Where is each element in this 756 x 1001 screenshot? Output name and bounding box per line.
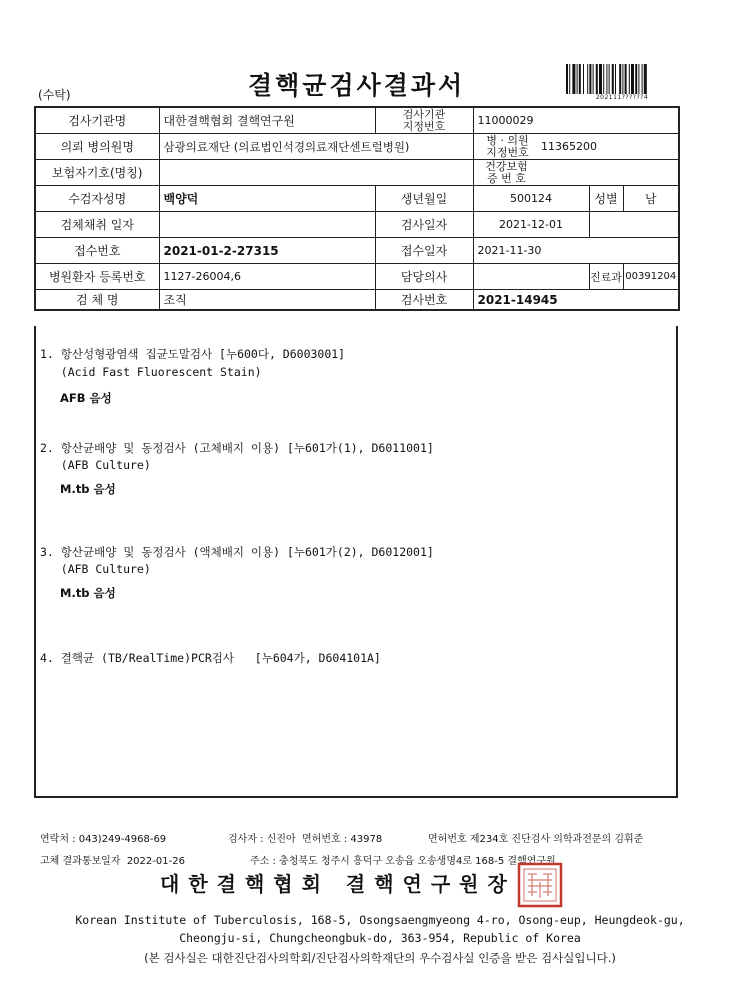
test-item-3-subtitle: (AFB Culture) [40,562,151,576]
exam-date: 2021-12-01 [473,212,589,238]
value-cell [159,212,375,238]
test-item-4-title: 4. 결핵균 (TB/RealTime)PCR검사 [누604가, D604101A] [40,651,381,665]
label-cell: 생년월일 [375,186,473,212]
value-cell [159,160,473,186]
exam-number: 2021-14945 [473,290,679,311]
patient-info-table [34,106,680,311]
label-cell: 보험자기호(명칭) [35,160,159,186]
label-cell: 진료과 [589,264,623,290]
table-row [35,160,679,186]
table-row [35,134,679,160]
test-item-2-subtitle: (AFB Culture) [40,458,151,472]
results-section [34,326,678,798]
label-cell: 검사번호 [375,290,473,311]
value-cell: 11000029 [473,107,679,134]
test-item-2-title: 2. 항산균배양 및 동정검사 (고체배지 이용) [누601가(1), D6011001] [40,441,434,455]
barcode-number: 202111??????4 [595,94,649,101]
receipt-date: 2021-11-30 [473,238,679,264]
label-cell: 접수일자 [375,238,473,264]
value-cell: 삼광의료재단 (의료법인석경의료재단센트럴병원) [159,134,473,160]
table-row [35,238,679,264]
label-cell: 성별 [589,186,623,212]
address: 주소 : 충청북도 청주시 흥덕구 오송읍 오송생명4로 168-5 결핵연구원 [250,856,556,867]
english-address-line-1: Korean Institute of Tuberculosis, 168-5, Osongsaengmyeong 4-ro, Osong-eup, Heungdeok-gu, [75,913,685,927]
value-cell [473,134,679,160]
test-item-3-title: 3. 항산균배양 및 동정검사 (액체배지 이용) [누601가(2), D6012001] [40,545,434,559]
examiner-info: 검사자 : 신진아 면허번호 : 43978 [228,834,383,845]
value-cell: 대한결핵협회 결핵연구원 [159,107,375,134]
report-date: 고체 결과통보일자 2022-01-26 [40,856,185,867]
value-cell [473,160,679,186]
label-cell: 검사일자 [375,212,473,238]
test-item-1-subtitle: (Acid Fast Fluorescent Stain) [40,365,262,379]
label-cell: 담당의사 [375,264,473,290]
specimen-name: 조직 [159,290,375,311]
test-item-2-result: M.tb 음성 [60,482,116,496]
label-cell: 검사기관명 [35,107,159,134]
department-code: 00391204 [623,264,679,290]
value-cell [589,212,679,238]
label-cell: 검 체 명 [35,290,159,311]
consignment-label: (수탁) [38,88,71,102]
table-row [35,107,679,134]
contact-info: 연락처 : 043)249-4968-69 [40,834,167,845]
specialist-info: 면허번호 제234호 진단검사 의학과전문의 김휘준 [428,834,644,845]
table-row [35,290,679,311]
label-cell: 접수번호 [35,238,159,264]
test-item-3-result: M.tb 음성 [60,586,116,600]
table-row [35,212,679,238]
label-cell: 수검자성명 [35,186,159,212]
receipt-number: 2021-01-2-27315 [159,238,375,264]
table-row [35,264,679,290]
barcode [566,64,678,94]
label-cell: 건강보험 증 번 호 [485,159,528,185]
english-address-line-2: Cheongju-si, Chungcheongbuk-do, 363-954, Republic of Korea [179,931,581,945]
patient-name: 백양덕 [159,186,375,212]
institute-name: 대한결핵협회 결핵연구원장 [160,872,516,896]
value-text: 11365200 [541,139,597,153]
certification-note: (본 검사실은 대한진단검사의학회/진단검사의학재단의 우수검사실 인증을 받은 검사실입니다.) [144,951,616,965]
test-item-1-result: AFB 음성 [60,391,112,405]
label-cell: 병원환자 등록번호 [35,264,159,290]
test-item-1-title: 1. 항산성형광염색 집균도말검사 [누600다, D6003001] [40,347,346,361]
hospital-registration-number: 1127-26004,6 [159,264,375,290]
label-cell: 병 · 의원 지정번호 [486,133,529,159]
label-cell: 검체채취 일자 [35,212,159,238]
sex-value: 남 [623,186,679,212]
birth-date: 500124 [473,186,589,212]
label-cell: 의뢰 병의원명 [35,134,159,160]
official-seal [517,862,563,908]
table-row [35,186,679,212]
doctor-value [473,264,589,290]
page-title: 결핵균검사결과서 [248,71,466,100]
label-cell: 검사기관 지정번호 [375,107,473,134]
